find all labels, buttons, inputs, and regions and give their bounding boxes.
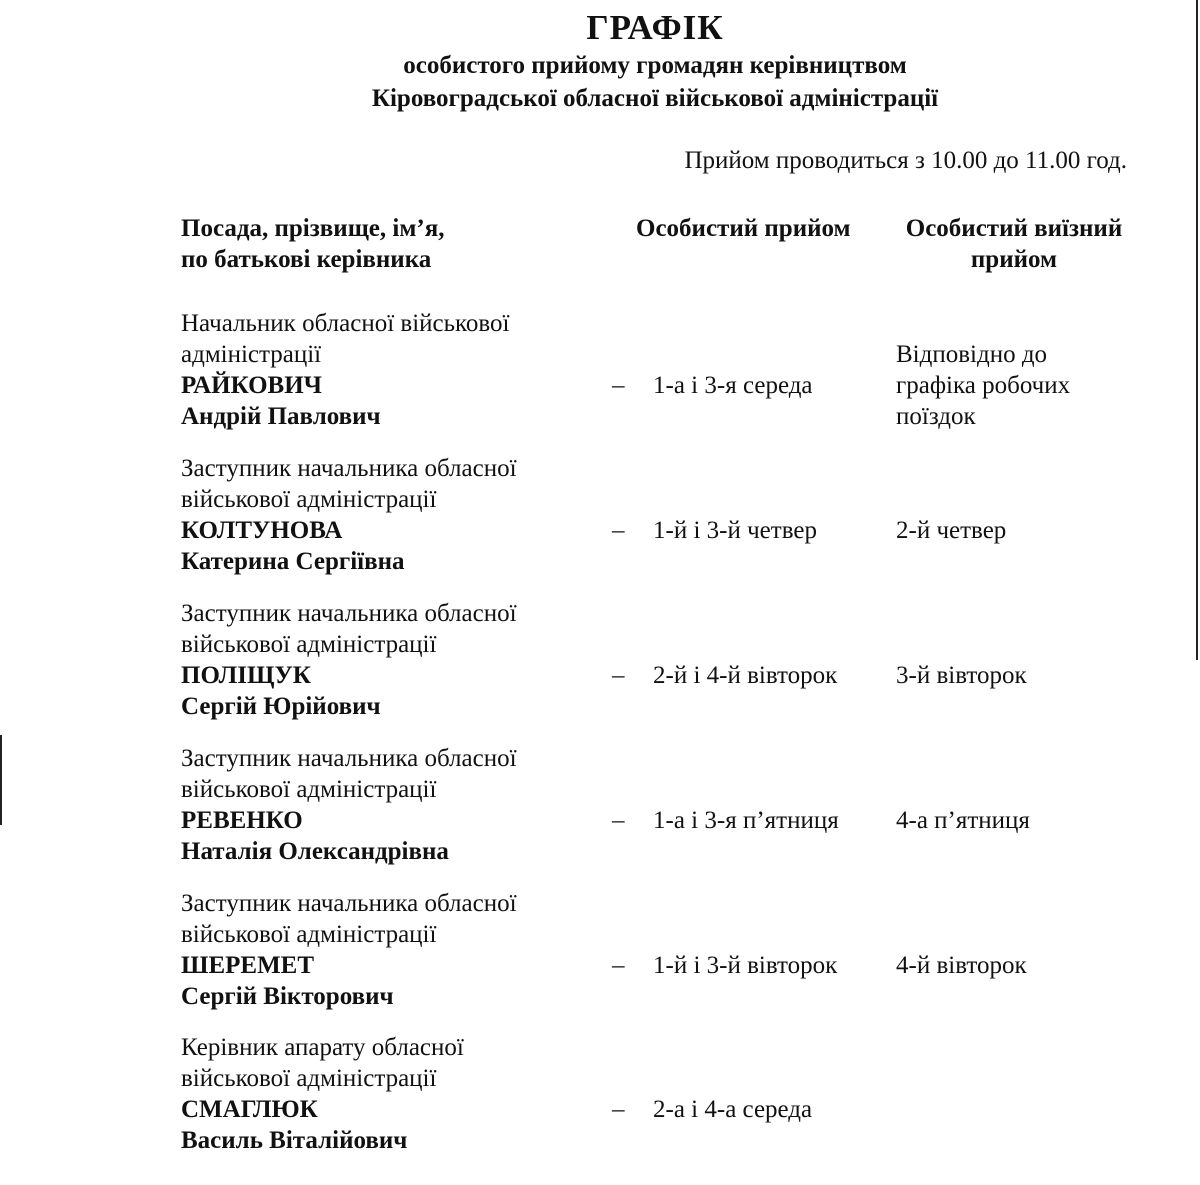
position-title-line2: військової адміністрації [181, 921, 437, 948]
column-header-position-line1: Посада, прізвище, ім’я, [181, 215, 445, 242]
visiting-reception-day: Відповідно до графіка робочих поїздок [896, 341, 1071, 430]
row-dash: – [612, 372, 625, 399]
personal-reception-day: 1-а і 3-я середа [653, 372, 813, 399]
position-title-line1: Заступник начальника обласної [181, 890, 517, 917]
visiting-reception-day: 4-й вівторок [896, 952, 1027, 979]
official-fullname: Сергій Вікторович [181, 983, 394, 1010]
position-title-line1: Заступник начальника обласної [181, 600, 517, 627]
row-dash: – [612, 1096, 625, 1123]
row-position [181, 308, 601, 432]
schedule-row [0, 308, 1200, 432]
official-surname: РАЙКОВИЧ [181, 372, 322, 399]
official-fullname: Андрій Павлович [181, 403, 381, 430]
official-surname: КОЛТУНОВА [181, 517, 343, 544]
schedule-row [0, 1032, 1200, 1156]
personal-reception-day: 2-а і 4-а середа [653, 1096, 813, 1123]
position-title-line2: військової адміністрації [181, 631, 437, 658]
column-header-position [181, 213, 444, 275]
position-title-line2: військової адміністрації [181, 486, 437, 513]
official-fullname: Наталія Олександрівна [181, 838, 449, 865]
position-title-line2: військової адміністрації [181, 1065, 437, 1092]
official-fullname: Катерина Сергіївна [181, 548, 405, 575]
schedule-row [0, 743, 1200, 867]
position-title-line1: Заступник начальника обласної [181, 745, 517, 772]
personal-reception-day: 1-а і 3-я п’ятниця [653, 807, 839, 834]
visiting-reception-day: 3-й вівторок [896, 662, 1027, 689]
official-surname: СМАГЛЮК [181, 1096, 318, 1123]
column-header-visiting-line2: прийом [970, 246, 1058, 273]
position-title-line1: Керівник апарату обласної [181, 1034, 464, 1061]
reception-hours: Прийом проводиться з 10.00 до 11.00 год. [684, 147, 1127, 174]
official-surname: ШЕРЕМЕТ [181, 952, 315, 979]
row-position [181, 453, 601, 577]
row-dash: – [612, 662, 625, 689]
column-header-personal: Особистий прийом [636, 215, 851, 242]
row-position [181, 743, 601, 867]
official-surname: ПОЛІЩУК [181, 662, 311, 689]
position-title-line1: Начальник обласної військової [181, 310, 510, 337]
schedule-row [0, 598, 1200, 722]
column-header-visiting-line1: Особистий виїзний [905, 215, 1123, 242]
official-fullname: Сергій Юрійович [181, 693, 381, 720]
position-title-line1: Заступник начальника обласної [181, 455, 517, 482]
visiting-reception-day: 4-а п’ятниця [896, 807, 1030, 834]
personal-reception-day: 1-й і 3-й четвер [653, 517, 817, 544]
document-subtitle-line1: особистого прийому громадян керівництвом [403, 52, 907, 79]
scan-edge-mark-right [1196, 0, 1198, 660]
column-header-position-line2: по батькові керівника [181, 246, 432, 273]
row-dash: – [612, 952, 625, 979]
row-dash: – [612, 807, 625, 834]
official-fullname: Василь Віталійович [181, 1127, 408, 1154]
visiting-reception-day: 2-й четвер [896, 517, 1007, 544]
document-subtitle-line2: Кіровоградської обласної військової адміністрації [371, 85, 939, 112]
official-surname: РЕВЕНКО [181, 807, 303, 834]
personal-reception-day: 2-й і 4-й вівторок [653, 662, 838, 689]
row-position [181, 888, 601, 1012]
schedule-row [0, 453, 1200, 577]
row-dash: – [612, 517, 625, 544]
personal-reception-day: 1-й і 3-й вівторок [653, 952, 838, 979]
position-title-line2: адміністрації [181, 341, 322, 368]
document-title: ГРАФІК [586, 8, 724, 47]
column-header-visiting [896, 213, 1132, 275]
scan-edge-mark-left [0, 735, 2, 825]
row-position [181, 598, 601, 722]
row-position [181, 1032, 601, 1156]
position-title-line2: військової адміністрації [181, 776, 437, 803]
schedule-row [0, 888, 1200, 1012]
